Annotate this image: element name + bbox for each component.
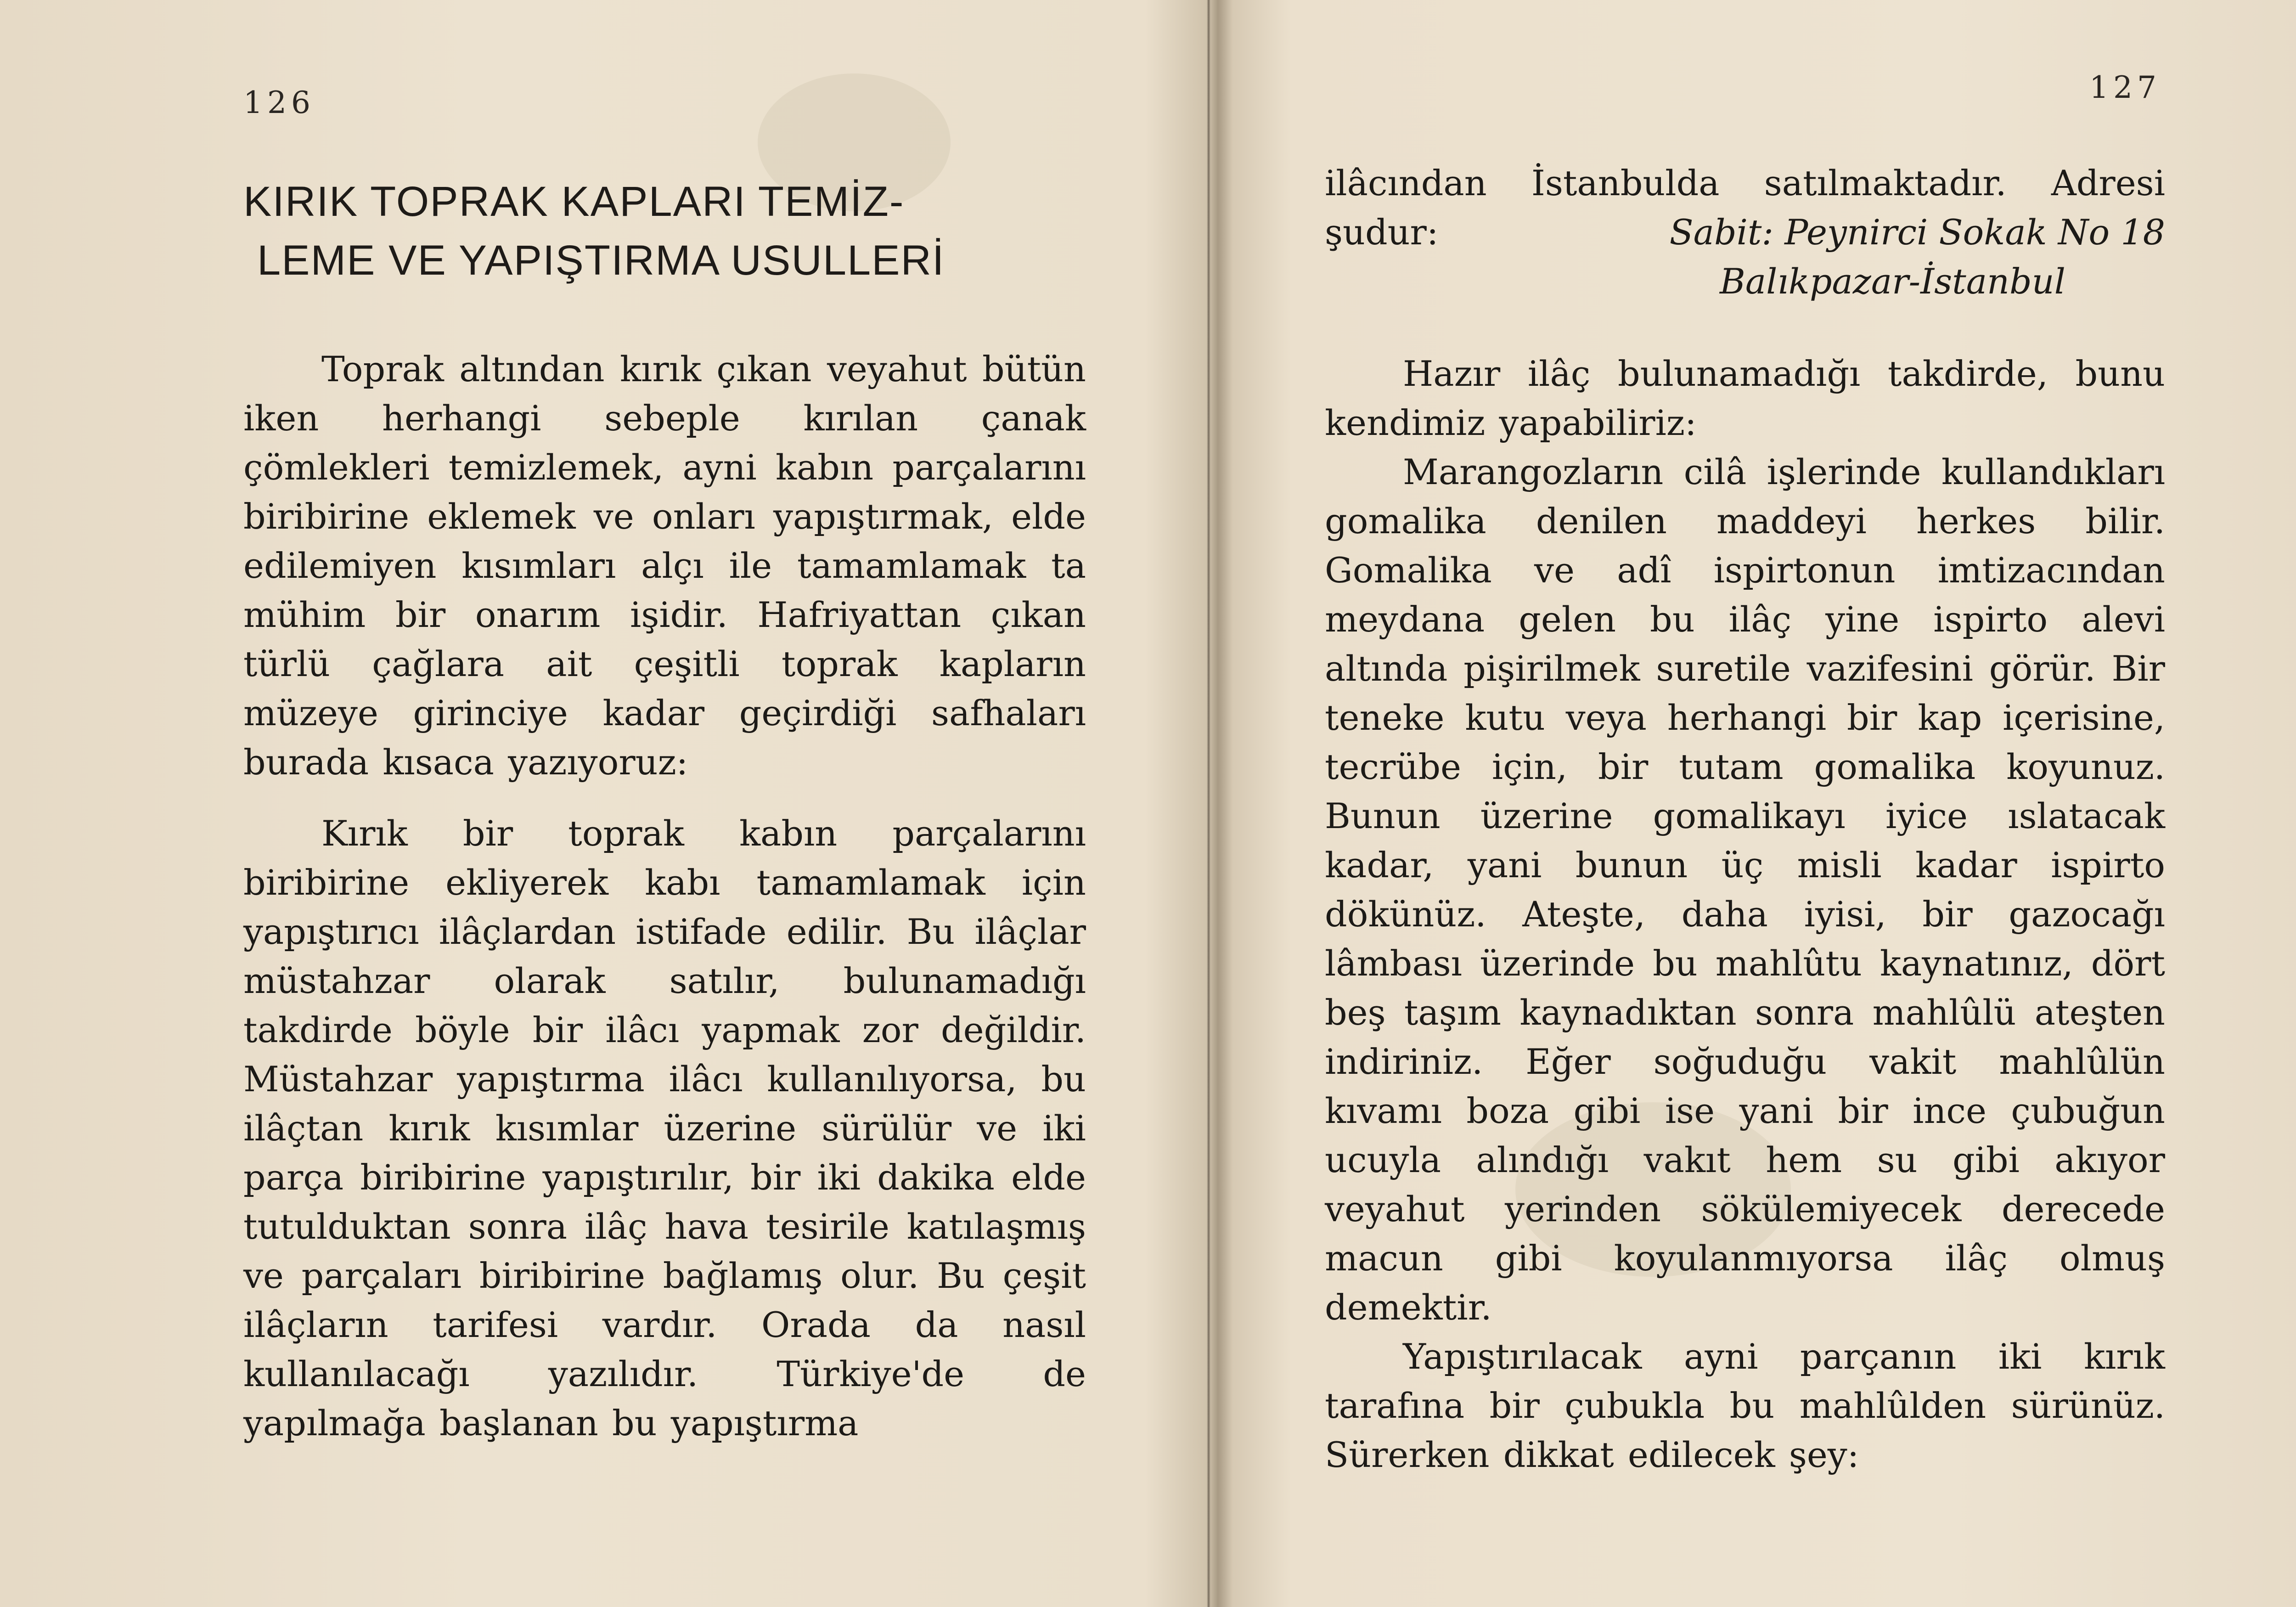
chapter-title-line: KIRIK TOPRAK KAPLARI TEMİZ- [243, 178, 905, 225]
page-number: 126 [243, 85, 315, 120]
opening-line [1325, 158, 2165, 208]
body-paragraph: Kırık bir toprak kabın parçalarını biribirine ekliyerek kabı tamamlamak için yapıştırıcı ilâçlardan istifade edilir. Bu ilâçlar müstahzar olarak satılır, bulunamadığı takdirde böyle bir ilâcı yapmak zor değildir. Müstahzar yapıştırma ilâcı kullanılıyorsa, bu ilâçtan kırık kısımlar üzerine sürülür ve iki parça biribirine yapıştırılır, bir iki dakika elde tutulduktan sonra ilâç hava tesirile katılaşmış ve parçaları biribirine bağlamış olur. Bu çeşit ilâçların tarifesi vardır. Orada da nasıl kullanılacağı yazılıdır. Türkiye'de de yapılmağa başlanan bu yapıştırma [243, 813, 1086, 1443]
address-street: Sabit: Peynirci Sokak No 18 [1669, 212, 2165, 253]
body-paragraph: Yapıştırılacak ayni parçanın iki kırık tarafına bir çubukla bu mahlûlden sürünüz. Sürerken dikkat edilecek şey: [1325, 1336, 2165, 1475]
left-body-text [243, 344, 1086, 1448]
page-number: 127 [2089, 70, 2161, 105]
address-city: Balıkpazar-İstanbul [1720, 261, 2065, 302]
address-line [1325, 208, 2165, 257]
body-paragraph: Hazır ilâç bulunamadığı takdirde, bunu kendimiz yapabiliriz: [1325, 353, 2165, 443]
book-gutter [1207, 0, 1210, 1607]
address-block [1325, 158, 2165, 306]
opening-line-text: ilâcından İstanbulda satılmaktadır. Adresi [1325, 163, 2165, 203]
right-body-text [1325, 349, 2165, 1479]
chapter-title-line: LEME VE YAPIŞTIRMA USULLERİ [257, 237, 945, 284]
body-paragraph: Toprak altından kırık çıkan veyahut bütün iken herhangi sebeple kırılan çanak çömlekleri temizlemek, ayni kabın parçalarını biribirine eklemek ve onları yapıştırmak, elde edilemiyen kısımları alçı ile tamamlamak ta mühim bir onarım işidir. Hafriyattan çıkan türlü çağlara ait çeşitli toprak kapların müzeye girinciye kadar geçirdiği safhaları burada kısaca yazıyoruz: [243, 349, 1086, 783]
address-label: şudur: [1325, 212, 1439, 253]
body-paragraph: Marangozların cilâ işlerinde kullandıkları gomalika denilen maddeyi herkes bilir. Gomalika ve adî ispirtonun imtizacından meydana gelen bu ilâç yine ispirto alevi altında pişirilmek suretile vazifesini görür. Bir teneke kutu veya herhangi bir kap içerisine, tecrübe için, bir tutam gomalika koyunuz. Bunun üzerine gomalikayı iyice ıslatacak kadar, yani bunun üç misli kadar ispirto dökünüz. Ateşte, daha iyisi, bir gazocağı lâmbası üzerinde bu mahlûtu kaynatınız, dört beş taşım kaynadıktan sonra mahlûlü ateşten indiriniz. Eğer soğuduğu vakit mahlûlün kıvamı boza gibi ise yani bir ince çubuğun ucuyla alındığı vakıt hem su gibi akıyor veyahut yerinden sökülemiyecek derecede macun gibi koyulanmıyorsa ilâç olmuş demektir. [1325, 451, 2165, 1328]
chapter-title [243, 172, 1107, 290]
